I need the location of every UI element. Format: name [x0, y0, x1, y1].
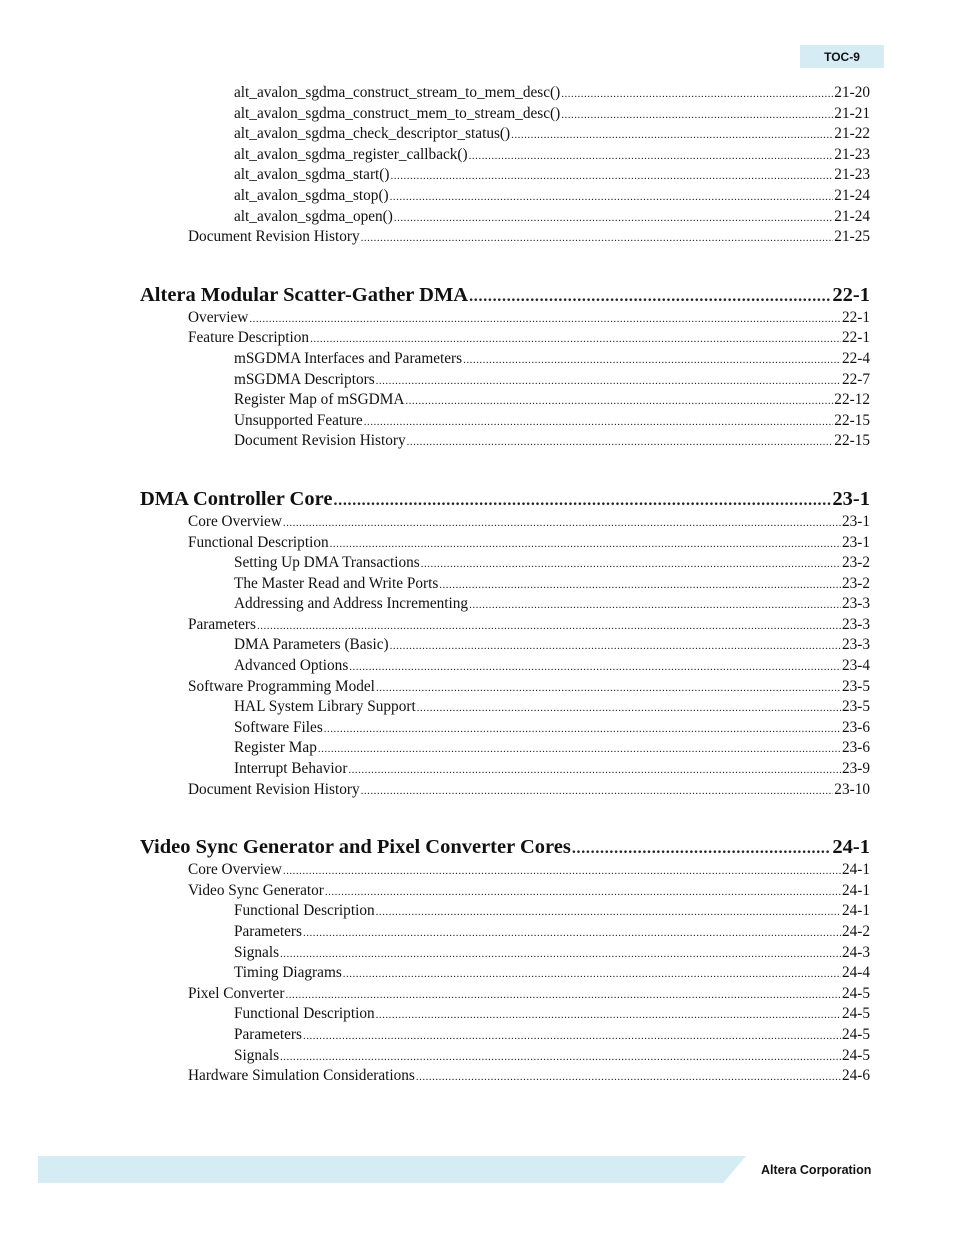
toc-entry-title: Document Revision History — [234, 432, 406, 450]
toc-entry-page: 21-23 — [834, 145, 870, 163]
dot-leader — [376, 1005, 841, 1026]
dot-leader — [469, 284, 831, 310]
toc-entry[interactable] — [140, 104, 870, 125]
toc-entry[interactable] — [140, 207, 870, 228]
dot-leader — [310, 329, 841, 350]
dot-leader — [417, 698, 841, 719]
toc-entry-page: 21-24 — [834, 186, 870, 204]
toc-entry[interactable] — [140, 308, 870, 329]
toc-entry-title: HAL System Library Support — [234, 698, 416, 716]
toc-entry-title: alt_avalon_sgdma_construct_stream_to_mem_desc() — [234, 84, 561, 101]
toc-entry-page: 21-20 — [834, 84, 870, 101]
toc-entry[interactable] — [140, 1046, 870, 1067]
toc-entry-title: Core Overview — [188, 512, 282, 530]
toc-entry-page: 22-7 — [841, 370, 870, 388]
toc-entry[interactable] — [140, 431, 870, 452]
toc-entry-page: 24-1 — [841, 881, 870, 899]
toc-entry[interactable] — [140, 1066, 870, 1087]
dot-leader — [257, 616, 841, 637]
toc-entry[interactable] — [140, 697, 870, 718]
toc-entry-page: 22-1 — [841, 329, 870, 347]
toc-entry[interactable] — [140, 677, 870, 698]
toc-entry-page: 23-3 — [841, 636, 870, 654]
toc-entry[interactable] — [140, 738, 870, 759]
toc-entry-title: Setting Up DMA Transactions — [234, 554, 420, 572]
toc-entry-page: 24-1 — [832, 836, 870, 859]
section-gap — [140, 248, 870, 282]
toc-entry[interactable] — [140, 635, 870, 656]
toc-entry[interactable] — [140, 390, 870, 411]
toc-entry[interactable] — [140, 553, 870, 574]
dot-leader — [390, 636, 841, 657]
toc-entry-page: 24-5 — [841, 1046, 870, 1064]
toc-entry-page: 21-21 — [834, 104, 870, 122]
toc-entry[interactable] — [140, 860, 870, 881]
toc-entry-page: 24-5 — [841, 1005, 870, 1023]
toc-entry-page: 22-1 — [832, 283, 870, 306]
dot-leader — [324, 719, 841, 740]
toc-entry-title: alt_avalon_sgdma_open() — [234, 207, 393, 225]
toc-entry-title: Functional Description — [234, 902, 375, 920]
dot-leader — [421, 554, 841, 575]
toc-entry[interactable] — [140, 227, 870, 248]
toc-entry-title: Document Revision History — [188, 780, 360, 798]
dot-leader — [318, 739, 841, 760]
dot-leader — [285, 985, 841, 1006]
section-gap — [140, 800, 870, 834]
toc-entry-title: Signals — [234, 943, 280, 961]
toc-entry-title: Software Programming Model — [188, 677, 375, 695]
toc-chapter-entry[interactable] — [140, 282, 870, 308]
footer-band — [38, 1156, 746, 1183]
dot-leader — [303, 1026, 841, 1047]
toc-entry-title: Core Overview — [188, 861, 282, 879]
toc-entry-title: Addressing and Address Incrementing — [234, 595, 469, 613]
dot-leader — [361, 781, 834, 802]
toc-entry-page: 23-3 — [841, 595, 870, 613]
toc-entry[interactable] — [140, 881, 870, 902]
dot-leader — [283, 861, 841, 882]
toc-entry-title: alt_avalon_sgdma_construct_mem_to_stream_desc() — [234, 104, 561, 122]
dot-leader — [572, 836, 832, 862]
toc-entry[interactable] — [140, 718, 870, 739]
toc-entry[interactable] — [140, 574, 870, 595]
toc-entry-page: 24-1 — [841, 861, 870, 879]
toc-entry-title: mSGDMA Descriptors — [234, 370, 375, 388]
dot-leader — [390, 187, 834, 208]
footer-company: Altera Corporation — [761, 1163, 872, 1177]
toc-entry[interactable] — [140, 349, 870, 370]
dot-leader — [364, 412, 834, 433]
toc-entry[interactable] — [140, 780, 870, 801]
dot-leader — [343, 964, 841, 985]
dot-leader — [348, 760, 841, 781]
toc-entry-title: Parameters — [188, 615, 256, 633]
dot-leader — [394, 208, 833, 229]
toc-entry-page: 23-2 — [841, 554, 870, 572]
toc-entry-title: Overview — [188, 308, 249, 326]
toc-entry-page: 23-5 — [841, 677, 870, 695]
toc-entry-title: The Master Read and Write Ports — [234, 574, 439, 592]
toc-entry-page: 22-12 — [834, 391, 870, 409]
toc-entry[interactable] — [140, 656, 870, 677]
toc-entry-title: Functional Description — [188, 533, 329, 551]
toc-entry-page: 23-10 — [834, 780, 870, 798]
toc-entry-title: Signals — [234, 1046, 280, 1064]
toc-entry-title: Unsupported Feature — [234, 411, 363, 429]
toc-entry-page: 23-5 — [841, 698, 870, 716]
dot-leader — [439, 575, 841, 596]
toc-entry-page: 22-15 — [834, 411, 870, 429]
toc-entry[interactable] — [140, 963, 870, 984]
toc-entry-page: 23-4 — [841, 657, 870, 675]
toc-entry-page: 21-25 — [834, 228, 870, 246]
toc-entry[interactable] — [140, 901, 870, 922]
toc-entry-page: 24-5 — [841, 984, 870, 1002]
toc-entry-page: 23-9 — [841, 760, 870, 778]
toc-entry-page: 21-24 — [834, 207, 870, 225]
dot-leader — [333, 488, 831, 514]
toc-entry[interactable] — [140, 165, 870, 186]
toc-entry-title: Video Sync Generator and Pixel Converter Cores — [140, 836, 571, 859]
toc-entry-page: 22-15 — [834, 432, 870, 450]
dot-leader — [469, 146, 834, 167]
toc-entry-page: 24-5 — [841, 1025, 870, 1043]
toc-entry-title: alt_avalon_sgdma_stop() — [234, 186, 389, 204]
toc-entry[interactable] — [140, 145, 870, 166]
toc-entry-title: Interrupt Behavior — [234, 760, 348, 778]
toc-entry[interactable] — [140, 1004, 870, 1025]
dot-leader — [330, 534, 841, 555]
toc-entry[interactable] — [140, 1025, 870, 1046]
toc-entry-title: DMA Parameters (Basic) — [234, 636, 389, 654]
toc-entry[interactable] — [140, 984, 870, 1005]
toc-entry-title: alt_avalon_sgdma_check_descriptor_status() — [234, 125, 511, 143]
toc-entry-page: 24-2 — [841, 923, 870, 940]
toc-entry-title: Video Sync Generator — [188, 881, 324, 899]
dot-leader — [416, 1067, 841, 1088]
toc-entry[interactable] — [140, 411, 870, 432]
toc-entry[interactable] — [140, 328, 870, 349]
dot-leader — [390, 166, 833, 187]
toc-entry-title: Advanced Options — [234, 657, 349, 675]
table-of-contents — [140, 83, 870, 1087]
dot-leader — [361, 228, 834, 249]
toc-entry-title: Functional Description — [234, 1005, 375, 1023]
toc-entry-page: 24-3 — [841, 943, 870, 961]
toc-entry[interactable] — [140, 594, 870, 615]
toc-entry[interactable] — [140, 922, 870, 943]
toc-entry-title: Parameters — [234, 1025, 302, 1043]
toc-entry-page: 23-1 — [832, 487, 870, 510]
dot-leader — [376, 371, 841, 392]
toc-entry-page: 23-3 — [841, 615, 870, 633]
dot-leader — [469, 595, 841, 616]
dot-leader — [511, 125, 833, 146]
dot-leader — [405, 391, 833, 412]
toc-entry-page: 21-22 — [834, 125, 870, 143]
dot-leader — [283, 513, 841, 534]
page-number-tab: TOC-9 — [800, 45, 884, 68]
dot-leader — [280, 1047, 841, 1068]
toc-entry-page: 23-2 — [841, 574, 870, 592]
toc-entry-page: 23-6 — [841, 739, 870, 757]
toc-entry[interactable] — [140, 943, 870, 964]
toc-entry-page: 24-1 — [841, 902, 870, 920]
toc-entry-title: DMA Controller Core — [140, 487, 333, 510]
toc-entry-page: 23-1 — [841, 533, 870, 551]
toc-entry[interactable] — [140, 759, 870, 780]
toc-entry-title: Document Revision History — [188, 228, 360, 246]
toc-entry-title: Feature Description — [188, 329, 310, 347]
toc-entry-title: alt_avalon_sgdma_register_callback() — [234, 145, 468, 163]
toc-entry-title: mSGDMA Interfaces and Parameters — [234, 349, 463, 367]
toc-entry-title: Altera Modular Scatter-Gather DMA — [140, 283, 469, 306]
toc-entry[interactable] — [140, 533, 870, 554]
dot-leader — [280, 944, 841, 965]
toc-entry-title: Hardware Simulation Considerations — [188, 1067, 415, 1085]
toc-entry-page: 22-4 — [841, 349, 870, 367]
toc-entry[interactable] — [140, 370, 870, 391]
toc-chapter-entry[interactable] — [140, 834, 870, 860]
dot-leader — [463, 350, 841, 371]
toc-entry[interactable] — [140, 512, 870, 533]
toc-entry-title: Software Files — [234, 718, 323, 736]
dot-leader — [325, 882, 841, 903]
section-gap — [140, 452, 870, 486]
dot-leader — [376, 678, 841, 699]
toc-entry-title: Register Map — [234, 739, 317, 757]
toc-entry-page: 23-1 — [841, 512, 870, 530]
toc-entry-title: Pixel Converter — [188, 984, 285, 1002]
toc-entry-title: Parameters — [234, 923, 302, 940]
toc-entry-title: Register Map of mSGDMA — [234, 391, 405, 409]
dot-leader — [561, 105, 833, 126]
toc-entry-page: 21-23 — [834, 166, 870, 184]
dot-leader — [561, 84, 833, 105]
dot-leader — [376, 902, 841, 923]
toc-entry-page: 24-6 — [841, 1067, 870, 1085]
toc-entry-page: 24-4 — [841, 964, 870, 982]
dot-leader — [249, 309, 841, 330]
toc-entry-title: Timing Diagrams — [234, 964, 342, 982]
toc-entry-page: 23-6 — [841, 718, 870, 736]
toc-entry[interactable] — [140, 124, 870, 145]
toc-entry-title: alt_avalon_sgdma_start() — [234, 166, 390, 184]
dot-leader — [349, 657, 841, 678]
toc-chapter-entry[interactable] — [140, 486, 870, 512]
dot-leader — [407, 432, 834, 453]
dot-leader — [303, 923, 841, 944]
toc-entry[interactable] — [140, 186, 870, 207]
toc-entry[interactable] — [140, 83, 870, 104]
toc-entry[interactable] — [140, 615, 870, 636]
toc-entry-page: 22-1 — [841, 308, 870, 326]
